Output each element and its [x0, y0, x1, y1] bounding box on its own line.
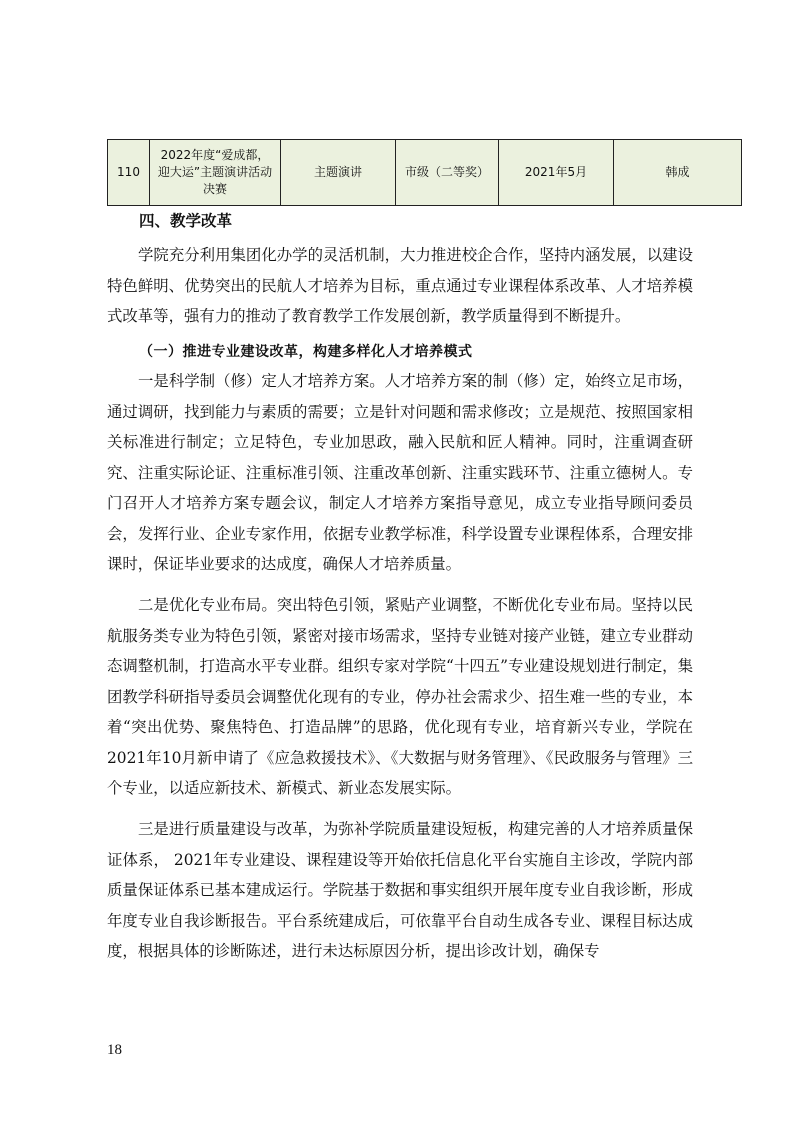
- section-heading: 四、教学改革: [139, 212, 233, 230]
- activity-name-line: 迎大运”主题演讲活动: [157, 165, 273, 179]
- cell-category: 主题演讲: [281, 140, 396, 206]
- body-paragraph: 三是进行质量建设与改革，为弥补学院质量建设短板，构建完善的人才培养质量保证体系， 2021年专业建设、课程建设等开始依托信息化平台实施自主诊改，学院内部质量保证体系已基本建成运行。学院基于数据和事实组织开展年度专业自我诊断，形成年度专业自我诊断报告。平台系统建成后，可依靠平台自动生成各专业、课程目标达成度，根据具体的诊断陈述，进行未达标原因分析，提出诊改计划，确保专: [107, 820, 693, 960]
- cell-person: 韩成: [614, 140, 742, 206]
- page-number: 18: [107, 1042, 122, 1058]
- activity-name-line: 2022年度“爱成都，: [160, 148, 270, 162]
- activity-name-line: 决赛: [202, 182, 227, 196]
- body-paragraph: 二是优化专业布局。突出特色引领，紧贴产业调整，不断优化专业布局。坚持以民航服务类专业为特色引领，紧密对接市场需求，坚持专业链对接产业链，建立专业群动态调整机制，打造高水平专业群。组织专家对学院“十四五”专业建设规划进行制定，集团教学科研指导委员会调整优化现有的专业，停办社会需求少、招生难一些的专业，本着“突出优势、聚焦特色、打造品牌”的思路，优化现有专业，培育新兴专业，学院在2021年10月新申请了《应急救援技术》、《大数据与财务管理》、《民政服务与管理》三个专业，以适应新技术、新模式、新业态发展实际。: [107, 596, 693, 797]
- intro-paragraph: 学院充分利用集团化办学的灵活机制，大力推进校企合作，坚持内涵发展，以建设特色鲜明、优势突出的民航人才培养为目标，重点通过专业课程体系改革、人才培养模式改革等，强有力的推动了教育教学工作发展创新，教学质量得到不断提升。: [107, 246, 693, 325]
- awards-table: [107, 139, 742, 206]
- body-paragraph: 一是科学制（修）定人才培养方案。人才培养方案的制（修）定，始终立足市场，通过调研，找到能力与素质的需要；立是针对问题和需求修改；立是规范、按照国家相关标准进行制定；立足特色，专业加思政，融入民航和匠人精神。同时，注重调查研究、注重实际论证、注重标准引领、注重改革创新、注重实践环节、注重立德树人。专门召开人才培养方案专题会议，制定人才培养方案指导意见，成立专业指导顾问委员会，发挥行业、企业专家作用，依据专业教学标准，科学设置专业课程体系，合理安排课时，保证毕业要求的达成度，确保人才培养质量。: [107, 372, 693, 573]
- cell-number: 110: [108, 140, 150, 206]
- sub-heading: （一）推进专业建设改革，构建多样化人才培养模式: [139, 344, 473, 360]
- cell-activity-name: [150, 140, 281, 206]
- cell-award-level: 市级（二等奖）: [396, 140, 499, 206]
- cell-date: 2021年5月: [499, 140, 614, 206]
- table-row: [108, 140, 742, 206]
